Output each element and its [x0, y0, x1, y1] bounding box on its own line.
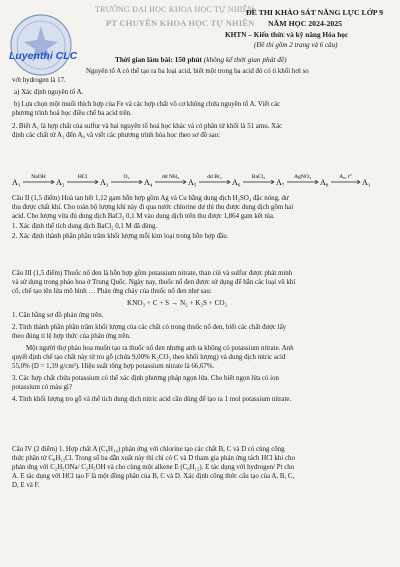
- chain-reagent: HCl: [77, 174, 88, 180]
- q3-sub1: 1. Cân bằng sơ đồ phản ứng trên.: [12, 312, 104, 319]
- q3-sub4: 4. Tính khối lượng tro gỗ và thể tích dung dịch nitric acid cần dùng để tạo ra 1 mol potassium nitrate.: [12, 396, 292, 403]
- q4-line2: thức phân tử C₆H₁₃Cl. Trong số ba dẫn xuất này thì chỉ có C và D tham gia phản ứng tách HCl khi cho: [12, 455, 295, 462]
- chain-node: A₁: [12, 178, 21, 187]
- intro-line1: Nguyên tố A có thể tạo ra ba loại acid, biết một trong ba acid đó có tỉ khối hơi so: [86, 68, 309, 75]
- question-1a: a) Xác định nguyên tố A.: [14, 89, 84, 96]
- exam-title: ĐỀ THI KHẢO SÁT NĂNG LỰC LỚP 9: [246, 8, 383, 17]
- school-year: NĂM HỌC 2024-2025: [268, 19, 343, 28]
- q3-sub3-line2: potassium có màu gì?: [12, 384, 72, 391]
- q4-line5: D, E và F.: [12, 482, 40, 489]
- chain-node: A₃: [100, 178, 109, 187]
- chain-node: A₅: [188, 178, 197, 187]
- chain-node: A₈: [320, 178, 329, 187]
- q3-sub2-line2: theo đúng tỉ lệ hợp thức của phản ứng trên.: [12, 333, 131, 340]
- chain-node: A₁: [362, 178, 371, 187]
- black-powder-equation: KNO₃ + C + S → N₂ + K₂S + CO₂: [127, 299, 228, 307]
- chain-reagent: BaCl₂: [251, 174, 266, 180]
- chain-node: A₂: [56, 178, 65, 187]
- reaction-chain: [12, 165, 392, 191]
- q4-line3: phản ứng với C₂H₅ONa/ C₂H₅OH và cho cùng một alkene E (C₆H₁₂). E tác dụng với hydrogen/ Pt cho: [12, 464, 295, 471]
- time-info: [115, 55, 287, 64]
- time-label: Thời gian làm bài: 150 phút: [115, 55, 202, 64]
- intro-line2: với hydrogen là 17.: [12, 77, 66, 84]
- q3-line1: Câu III (1,5 điểm) Thuốc nổ đen là hỗn hợp gồm potassium nitrate, than củi và sulfur được phát minh: [12, 270, 293, 277]
- school-logo: [8, 12, 74, 78]
- q2-line1: Câu II (1,5 điểm) Hoà tan hết 1,12 gam hỗn hợp gồm Ag và Cu bằng dung dịch H₂SO₄ đặc nóng, dư: [12, 195, 289, 202]
- question-1b-line2: phương trình hoá học điều chế ba acid trên.: [12, 110, 132, 117]
- chain-reagent: A₀, t°: [339, 174, 352, 180]
- q3-para-line1: Một người thợ pháo hoa muốn tạo ra thuốc nổ đen nhưng anh ta không có potassium nitrate. Anh: [26, 345, 294, 352]
- q3-sub3-line1: 3. Các hợp chất chứa potassium có thể xác định phương pháp ngọn lửa. Cho biết ngọn lửa có ion: [12, 375, 279, 382]
- school-subname: PT CHUYÊN KHOA HỌC TỰ NHIÊN: [106, 18, 255, 28]
- q3-para-line2: quyết định chế tạo chất này từ tro gỗ (chứa 9,00% K₂CO₃ theo khối lượng) và dung dịch nitric acid: [12, 354, 286, 361]
- pages-note: (Đề thi gồm 2 trang và 6 câu): [254, 41, 338, 49]
- q4-line1: Câu IV (2 điểm) 1. Hợp chất A (C₆H₁₄) phản ứng với chlorine tạo các chất B, C và D có cùng công: [12, 446, 285, 453]
- time-note: (không kể thời gian phát đề): [203, 55, 287, 64]
- q3-para-line3: 55,0% (D = 1,39 g/cm³). Hiệu suất tổng hợp potassium nitrate là 66,67%.: [12, 363, 215, 370]
- chain-reagent: AgNO₃: [294, 174, 311, 180]
- question-2-line1: 2. Biết A₁ là hợp chất của sulfur và hai nguyên tố hoá học khác và có phân tử khối là 51 amu. Xác: [12, 123, 283, 130]
- question-1b-line1: b) Lựa chọn một muối thích hợp của Fe và các hợp chất vô cơ không chứa nguyên tố A. Viết các: [14, 101, 281, 108]
- chain-reagent: dd NH₃: [161, 174, 180, 180]
- logo-text: Luyenthi CLC: [9, 50, 78, 62]
- subject-title: KHTN – Kiến thức và kỹ năng Hóa học: [225, 30, 349, 39]
- q2-line2: thu được chất khí. Cho toàn bộ lượng khí này đi qua nước chlorine dư thì thu được dung dịch gồm hai: [12, 204, 294, 211]
- chain-node: A₆: [232, 178, 241, 187]
- q2-sub1: 1. Xác định thể tích dung dịch BaCl₂ 0,1 M đã dùng.: [12, 223, 158, 230]
- chain-reagent: dd Br₂: [207, 174, 222, 180]
- q3-line2: và sử dụng trong pháo hoa ở Trung Quốc. Ngày nay, thuốc nổ đen được sử dụng để bắn các loại vũ khí: [12, 279, 296, 286]
- chain-reagent: NaOH: [31, 174, 46, 180]
- chain-node: A₇: [276, 178, 285, 187]
- question-2-line2: định các chất từ A₁ đến A₈ và viết các phương trình hóa học theo sơ đồ sau:: [12, 132, 221, 139]
- q4-line4: A. E tác dụng với HCl tạo F là một đồng phân của B, C và D. Xác định công thức cấu tạo của A, B, C,: [12, 473, 295, 480]
- q2-line3: acid. Cho lượng vừa đủ dung dịch BaCl₂ 0,1 M vào dung dịch trên thu được 1,864 gam kết tủa.: [12, 213, 275, 220]
- q3-line3: cổ, chế tạo tên lửa mô hình … Phản ứng cháy của thuốc nổ đen như sau:: [12, 288, 212, 295]
- school-name: TRƯỜNG ĐẠI HỌC KHOA HỌC TỰ NHIÊN: [95, 5, 254, 14]
- chain-node: A₄: [144, 178, 153, 187]
- chain-reagent: O₂: [123, 174, 130, 180]
- q3-sub2-line1: 2. Tính thành phần phần trăm khối lượng của các chất có trong thuốc nổ đen, biết các chất được lấy: [12, 324, 287, 331]
- q2-sub2: 2. Xác định thành phần phần trăm khối lượng mỗi kim loại trong hỗn hợp đầu.: [12, 233, 229, 240]
